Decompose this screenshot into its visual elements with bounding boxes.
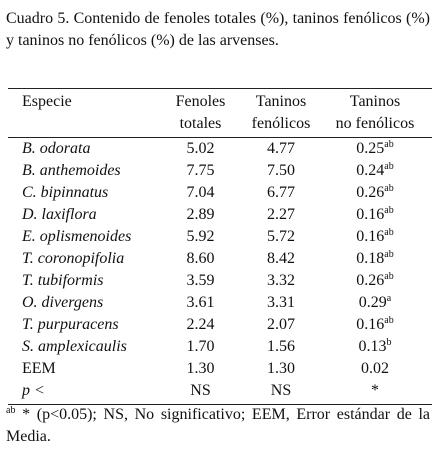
header-taninos-no-fenolicos-line1: Taninos <box>349 93 401 110</box>
footnote-text: * (p<0.05); NS, No significativo; EEM, Error estándar de la Media. <box>6 406 430 445</box>
header-fenoles-line2: totales <box>179 115 222 132</box>
table-top-rule <box>8 88 432 89</box>
eem-fenoles: 1.30 <box>186 360 215 377</box>
row-species: B. anthemoides <box>22 162 121 179</box>
significance-letter: ab <box>384 139 394 150</box>
row-taninos-no-fenolicos <box>321 314 429 336</box>
p-label: p < <box>22 382 45 399</box>
row-taninos-no-fenolicos <box>321 336 429 358</box>
row-taninos-no-fenolicos <box>321 292 429 314</box>
row-taninos-no-fenolicos <box>321 138 429 160</box>
row-species: O. divergens <box>22 294 104 311</box>
value: 0.16 <box>356 206 385 223</box>
row-fenoles: 8.60 <box>186 250 215 267</box>
header-fenoles-line1: Fenoles <box>175 93 226 110</box>
significance-letter: ab <box>384 249 394 260</box>
eem-taninos-no-fenolicos: 0.02 <box>361 360 389 377</box>
row-species: E. oplismenoides <box>22 228 132 245</box>
eem-label: EEM <box>22 360 56 377</box>
significance-letter: b <box>386 337 392 348</box>
row-taninos-no-fenolicos <box>321 160 429 182</box>
row-fenoles: 1.70 <box>186 338 215 355</box>
header-taninos-fenolicos-line2: fenólicos <box>251 115 311 132</box>
row-taninos-no-fenolicos <box>321 204 429 226</box>
significance-letter: ab <box>384 271 394 282</box>
row-species: S. amplexicaulis <box>22 338 127 355</box>
row-taninos-fenolicos: 5.72 <box>267 228 295 245</box>
row-taninos-fenolicos: 7.50 <box>267 162 295 179</box>
value: 0.13 <box>358 338 387 355</box>
p-taninos-no-fenolicos: * <box>371 382 379 399</box>
p-fenoles: NS <box>190 382 211 399</box>
row-taninos-fenolicos: 4.77 <box>267 140 295 157</box>
row-fenoles: 2.89 <box>186 206 215 223</box>
footnote-superscript: ab <box>6 405 16 416</box>
header-taninos-no-fenolicos-line2: no fenólicos <box>335 115 415 132</box>
p-taninos-fenolicos: NS <box>270 382 292 399</box>
significance-letter: ab <box>384 205 394 216</box>
row-taninos-no-fenolicos <box>321 248 429 270</box>
significance-letter: ab <box>384 315 394 326</box>
row-fenoles: 3.59 <box>186 272 215 289</box>
value: 0.26 <box>356 184 385 201</box>
value: 0.29 <box>358 294 387 311</box>
row-fenoles: 2.24 <box>186 316 215 333</box>
row-species: T. tubiformis <box>22 272 104 289</box>
row-fenoles: 7.75 <box>186 162 215 179</box>
significance-letter: ab <box>384 183 394 194</box>
significance-letter: a <box>386 293 392 304</box>
row-species: C. bipinnatus <box>22 184 109 201</box>
row-taninos-no-fenolicos <box>321 182 429 204</box>
significance-letter: ab <box>384 227 394 238</box>
row-taninos-fenolicos: 6.77 <box>267 184 295 201</box>
row-taninos-no-fenolicos <box>321 226 429 248</box>
table-caption: Cuadro 5. Contenido de fenoles totales (%), taninos fenólicos (%) y taninos no fenólicos (%) de las arvenses. <box>6 10 430 49</box>
row-fenoles: 5.02 <box>186 140 215 157</box>
row-species: T. purpuracens <box>22 316 119 333</box>
value: 0.24 <box>356 162 385 179</box>
significance-letter: ab <box>384 161 394 172</box>
row-taninos-fenolicos: 1.56 <box>267 338 295 355</box>
value: 0.26 <box>356 272 385 289</box>
row-fenoles: 3.61 <box>186 294 215 311</box>
header-taninos-fenolicos-line1: Taninos <box>255 93 307 110</box>
row-species: T. coronopifolia <box>22 250 125 267</box>
value: 0.16 <box>356 316 385 333</box>
value: 0.18 <box>356 250 385 267</box>
value: 0.16 <box>356 228 385 245</box>
row-taninos-fenolicos: 2.27 <box>267 206 295 223</box>
row-fenoles: 7.04 <box>186 184 215 201</box>
eem-taninos-fenolicos: 1.30 <box>267 360 295 377</box>
row-taninos-no-fenolicos <box>321 270 429 292</box>
row-species: B. odorata <box>22 140 91 157</box>
row-fenoles: 5.92 <box>186 228 215 245</box>
value: 0.25 <box>356 140 385 157</box>
row-taninos-fenolicos: 8.42 <box>267 250 295 267</box>
row-taninos-fenolicos: 2.07 <box>267 316 295 333</box>
row-taninos-fenolicos: 3.32 <box>267 272 295 289</box>
table-footnote <box>6 404 430 448</box>
row-taninos-fenolicos: 3.31 <box>267 294 295 311</box>
row-species: D. laxiflora <box>22 206 97 223</box>
header-especie: Especie <box>22 93 72 110</box>
